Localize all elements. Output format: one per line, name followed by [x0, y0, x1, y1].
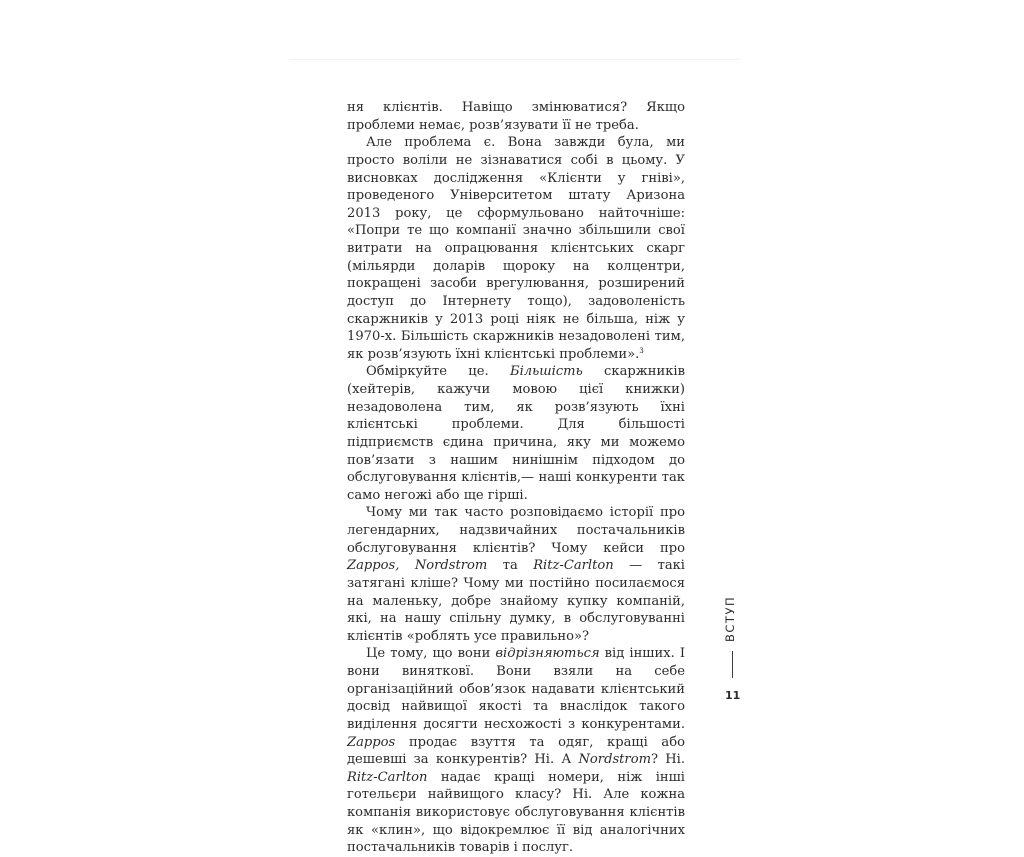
emphasis-text: Ritz-Carlton: [533, 558, 614, 574]
paragraph-2: Але проблема є. Вона завжди була, ми просто воліли не зізнаватися собі в цьому. У висновках дослідження «Клієнти у гніві», проведеного Університетом штату Аризона 2013 року, це сформульовано найточніше: «Попри те що компанії значно збільшили свої витрати на опрацювання клієнтських скарг (мільярди доларів щороку на колцентри, покращені засоби врегулювання, розширений доступ до Інтернету тощо), задоволеність скаржників у 2013 році ніяк не більша, ніж у 1970-х. Більшість скаржників незадоволені тим, як розв’язують їхні клієнтські проблеми».$^3$: [347, 135, 685, 362]
emphasis-text: Zappos: [347, 734, 396, 750]
paragraph-5: Це тому, що вони відрізняються від інших. І вони винятковї. Вони взяли на себе організаційний обов’язок надавати клієнтський досвід найвищої якості та внаслідок такого виділення досягти несхожості з конкурентами. Zappos продає взуття та одяг, кращі або дешевші за конкурентів? Ні. А Nordstrom? Ні. Ritz-Carlton надає кращі номери, ніж інші готельєри найвищого класу? Ні. Але кожна компанія використовує обслуговування клієнтів як «клин», що відокремлює її від аналогічних постачальників товарів і послуг.: [347, 646, 685, 856]
emphasis-text: відрізняються: [495, 646, 600, 662]
section-running-head: [722, 595, 742, 692]
page-top-rule: [290, 59, 740, 60]
paragraph-3: Обміркуйте це. Більшість скаржників (хейтерів, кажучи мовою цієї книжки) незадоволена тим, як розв’язують їхні клієнтські проблеми. Для більшості підприємств єдина причина, яку ми можемо пов’язати з нашим нинішнім підходом до обслуговування клієнтів,— наші конкуренти так само негожі або ще гірші.: [347, 364, 685, 503]
emphasis-text: Ritz-Carlton: [347, 769, 428, 785]
section-label: ВСТУП: [723, 595, 737, 642]
paragraph-1: ня клієнтів. Навіщо змінюватися? Якщо проблеми немає, розв’язувати її не треба.: [347, 100, 685, 133]
body-text: [347, 99, 685, 857]
footnote-marker: 3: [639, 346, 644, 355]
emphasis-text: Nordstrom: [578, 752, 651, 768]
emphasis-text: Більшість: [509, 364, 583, 380]
emphasis-text: Zappos, Nordstrom: [347, 558, 488, 574]
section-divider: [732, 651, 733, 678]
paragraph-4: Чому ми так часто розповідаємо історії про легендарних, надзвичайних постачальників обслуговування клієнтів? Чому кейси про Zappos, Nordstrom та Ritz-Carlton — такі затягані кліше? Чому ми постійно посилаємося на маленьку, добре знайому купку компаній, які, на нашу спільну думку, в обслуговуванні клієнтів «роблять усе правильно»?: [347, 505, 685, 644]
page-number: 11: [725, 689, 741, 702]
